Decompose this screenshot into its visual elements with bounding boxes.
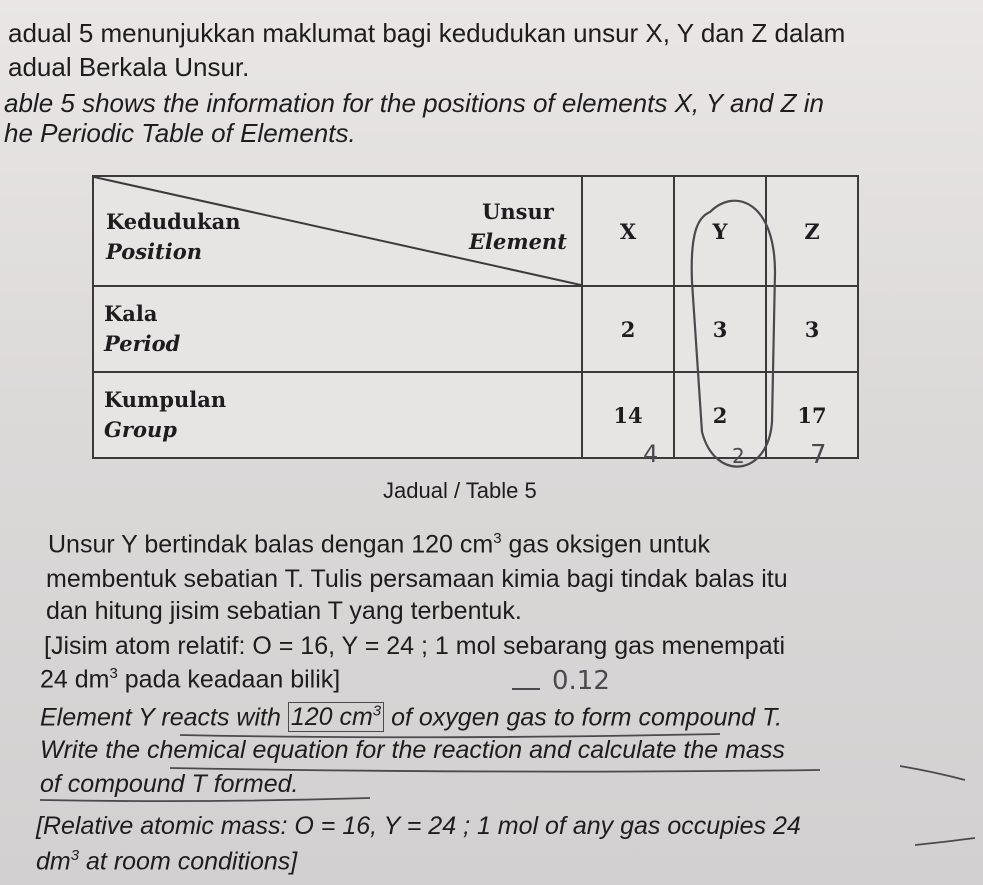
column-header-x: X xyxy=(582,176,674,286)
question-ms-line2: membentuk sebatian T. Tulis persamaan kimia bagi tindak balas itu xyxy=(46,565,788,593)
question-ms-line5: 24 $dm^3$ pada keadaan bilik] xyxy=(40,665,341,694)
question-en-line4: [Relative atomic mass: O = 16, Y = 24 ; 1 mol of any gas occupies 24 xyxy=(36,812,801,840)
volume-ms: 120 cm xyxy=(411,530,494,559)
header-unsur: Unsur xyxy=(482,199,554,224)
question-en-line2: Write the chemical equation for the reaction and calculate the mass xyxy=(40,736,785,764)
handwritten-margin-note: 0.12 xyxy=(552,666,610,696)
intro-en-line1: able 5 shows the information for the positions of elements X, Y and Z in xyxy=(4,88,824,118)
question-en-line3: of compound T formed. xyxy=(40,770,299,798)
handwritten-note-x: 4 xyxy=(643,440,659,468)
label-period: Period xyxy=(104,331,181,356)
question-ms-line1: Unsur Y bertindak balas dengan 120 $cm^3$ gas oksigen untuk xyxy=(48,530,711,559)
header-position: Position xyxy=(106,239,202,264)
group-z: 17 xyxy=(766,372,858,458)
question-ms-line3: dan hitung jisim sebatian T yang terbentuk. xyxy=(46,597,522,625)
group-y: 2 xyxy=(674,372,766,458)
label-group: Group xyxy=(104,417,177,442)
period-x: 2 xyxy=(582,286,674,372)
question-en-line5: $dm^3$ at room conditions] xyxy=(36,847,298,876)
period-y: 3 xyxy=(674,286,766,372)
group-x: 14 xyxy=(582,372,674,458)
intro-ms-line2: adual Berkala Unsur. xyxy=(8,52,250,82)
intro-ms-line1: adual 5 menunjukkan maklumat bagi kedudukan unsur X, Y dan Z dalam xyxy=(8,18,846,48)
handwritten-note-z: 7 xyxy=(810,440,827,470)
intro-en-line2: he Periodic Table of Elements. xyxy=(4,118,356,148)
header-kedudukan: Kedudukan xyxy=(106,209,241,234)
label-kala: Kala xyxy=(104,301,158,326)
table-caption: Jadual / Table 5 xyxy=(383,478,537,503)
question-en-line1: Element Y reacts with 120 $cm^3$ of oxygen gas to form compound T. xyxy=(40,703,783,732)
handwritten-note-y: 2 xyxy=(732,444,745,468)
question-ms-line4: [Jisim atom relatif: O = 16, Y = 24 ; 1 mol sebarang gas menempati xyxy=(44,632,786,660)
header-element: Element xyxy=(469,229,567,254)
label-kumpulan: Kumpulan xyxy=(104,387,227,412)
column-header-y: Y xyxy=(674,176,766,286)
period-z: 3 xyxy=(766,286,858,372)
column-header-z: Z xyxy=(766,176,858,286)
volume-en-boxed: 120 $cm^3$ xyxy=(288,702,384,732)
